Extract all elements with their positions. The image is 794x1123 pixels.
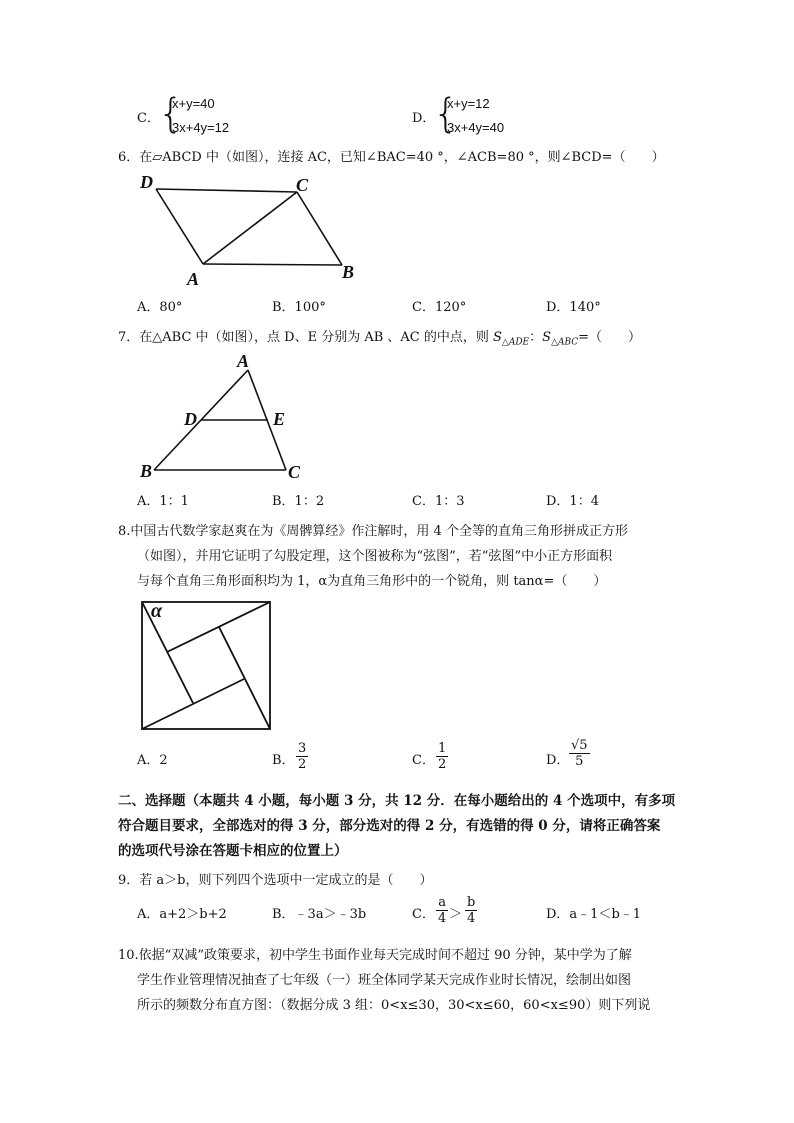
q5-option-c-eq2: 3x+4y=12 <box>172 120 230 135</box>
q7-side-ab <box>154 370 248 470</box>
q7-option-b: B．1：2 <box>272 494 325 509</box>
q8-triangle-side-2 <box>142 679 244 729</box>
q8-option-b-label: B． <box>272 753 295 768</box>
q8-triangle-side-4 <box>167 602 270 652</box>
q10-line-3: 所示的频数分布直方图：（数据分成 3 组：0<x≤30，30<x≤60，60<x≤90）则下列说 <box>137 998 651 1013</box>
q5-option-c-label: C． <box>137 111 160 126</box>
q6-label-b: B <box>342 262 355 282</box>
q8-alpha-label: α <box>151 600 163 622</box>
q6-side-cb <box>297 192 342 265</box>
q7-label-e: E <box>273 409 286 429</box>
q8-option-c-numerator: 1 <box>438 741 447 756</box>
q6-stem: 6．在▱ABCD 中（如图），连接 AC，已知∠BAC=40 °，∠ACB=80 °，则∠BCD=（ ） <box>118 150 665 165</box>
q8-option-b-denominator: 2 <box>298 757 307 772</box>
q5-option-d-label: D． <box>412 111 436 126</box>
q7-label-a: A <box>237 351 250 371</box>
q8-option-c-fraction <box>436 741 448 772</box>
q6-side-ad <box>156 189 203 264</box>
q5-option-d-eq2: 3x+4y=40 <box>447 120 505 135</box>
q5-option-d-brace: { <box>433 91 459 137</box>
q9-option-c-denominator-1: 4 <box>438 911 447 926</box>
q9-option-c-numerator-2: b <box>467 895 476 910</box>
q7-label-c: C <box>288 462 301 482</box>
q6-option-a: A．80° <box>137 300 183 315</box>
q9-option-a: A．a+2＞b+2 <box>137 907 227 922</box>
q9-option-c-greater-than: ＞ <box>449 907 463 922</box>
q6-side-dc <box>156 189 297 192</box>
q6-option-d: D．140° <box>546 300 601 315</box>
q7-option-d: D．1：4 <box>546 494 599 509</box>
q10-line-2: 学生作业管理情况抽查了七年级（一）班全体同学某天完成作业时长情况，绘制出如图 <box>137 973 632 988</box>
q9-option-c-denominator-2: 4 <box>467 911 476 926</box>
q8-option-d-fraction <box>569 738 590 769</box>
q7-colon: ： <box>529 330 543 345</box>
q7-option-c: C．1：3 <box>412 494 465 509</box>
q8-option-b-fraction <box>296 741 308 772</box>
q8-option-c-label: C． <box>412 753 435 768</box>
q8-triangle-side-1 <box>142 602 193 703</box>
q8-option-d-numerator: √5 <box>571 738 588 753</box>
q7-stem-pre: 7．在△ABC 中（如图），点 D、E 分别为 AB 、AC 的中点，则 <box>118 330 494 345</box>
section-2-line-1: 二、选择题（本题共 4 小题，每小题 3 分，共 12 分．在每小题给出的 4 个选项中，有多项 <box>118 793 676 809</box>
section-2-line-3: 的选项代号涂在答题卡相应的位置上） <box>118 843 348 859</box>
q9-option-c-label: C． <box>412 907 435 922</box>
q7-stem <box>118 326 641 348</box>
q7-s-abc: S <box>542 330 552 345</box>
q5-option-c-brace: { <box>158 91 184 137</box>
q7-label-d: D <box>184 409 197 429</box>
q10-line-1: 10.依据“双减”政策要求，初中学生书面作业每天完成时间不超过 90 分钟，某中学为了解 <box>118 948 632 963</box>
q8-option-b-numerator: 3 <box>298 741 307 756</box>
q9-option-c-fraction-2 <box>465 895 477 926</box>
q6-diagonal-ac <box>203 192 297 264</box>
q8-option-d-label: D． <box>546 753 570 768</box>
q6-option-b: B．100° <box>272 300 326 315</box>
q6-option-c: C．120° <box>412 300 467 315</box>
q8-line-3: 与每个直角三角形面积均为 1，α为直角三角形中的一个锐角，则 tanα=（ ） <box>137 574 607 589</box>
q7-option-a: A．1：1 <box>137 494 189 509</box>
q9-option-d: D．a﹣1＜b﹣1 <box>546 907 642 922</box>
q7-s-ade: S <box>493 330 502 345</box>
q8-option-d-denominator: 5 <box>575 754 584 769</box>
q9-option-c-numerator-1: a <box>438 895 447 910</box>
q8-triangle-side-3 <box>219 627 270 729</box>
q6-side-ba <box>203 264 342 265</box>
q9-option-c-fraction-1 <box>436 895 448 926</box>
q5-option-c-eq1: x+y=40 <box>172 96 215 111</box>
q8-option-c-denominator: 2 <box>438 757 447 772</box>
q7-label-b: B <box>140 461 153 481</box>
q5-option-d-eq1: x+y=12 <box>447 96 490 111</box>
q7-stem-post: =（ ） <box>578 330 642 345</box>
q9-option-b: B．﹣3a＞﹣3b <box>272 907 367 922</box>
q6-label-c: C <box>296 175 309 195</box>
q9-stem: 9．若 a＞b，则下列四个选项中一定成立的是（ ） <box>118 873 433 888</box>
q8-option-a: A．2 <box>137 753 168 768</box>
q8-line-2: （如图），并用它证明了勾股定理，这个图被称为“弦图”，若“弦图”中小正方形面积 <box>137 549 613 564</box>
q6-label-a: A <box>187 269 200 289</box>
q6-label-d: D <box>140 172 153 192</box>
q7-s-ade-sub: △ADE <box>501 337 530 348</box>
section-2-line-2: 符合题目要求，全部选对的得 3 分，部分选对的得 2 分，有选错的得 0 分，请将正确答案 <box>118 818 661 834</box>
q8-line-1: 8.中国古代数学家赵爽在为《周髀算经》作注解时，用 4 个全等的直角三角形拼成正方形 <box>118 524 628 539</box>
q7-s-abc-sub: △ABC <box>551 337 579 348</box>
